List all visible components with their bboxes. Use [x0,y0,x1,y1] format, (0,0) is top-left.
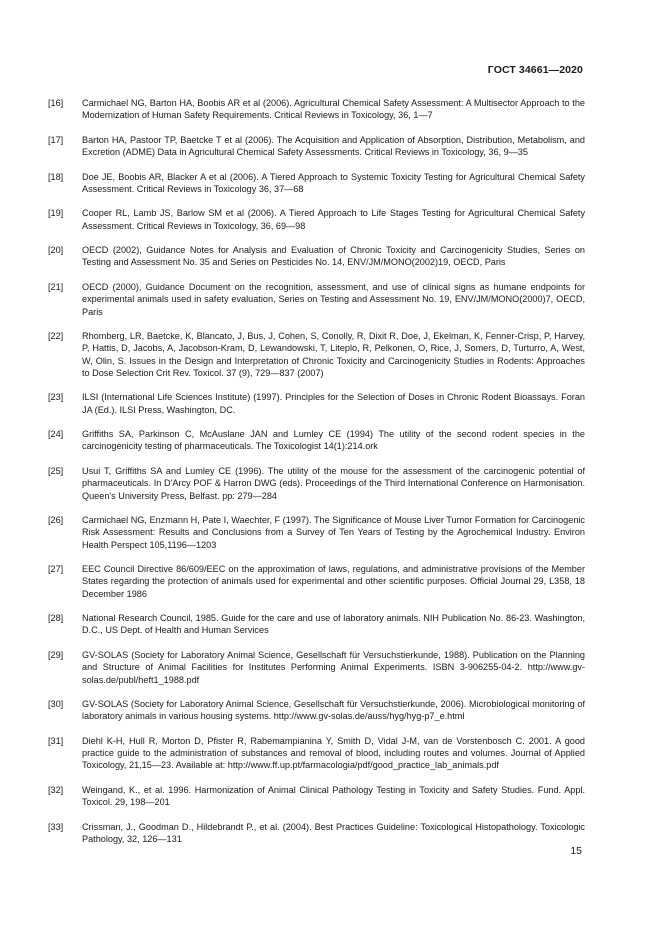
reference-text: Rhomberg, LR, Baetcke, K, Blancato, J, Bus, J, Cohen, S, Conolly, R, Dixit R, Doe, J, Ekelman, K, Fenner-Crisp, P, Harvey, P, Hattis, D, Jacobs, A, Jacobson-Kram, D, Lewandowski, T, Liteplo, R, Pelkonen, O, Rice, J, Somers, D, Turturro, A, West, W, Olin, S. Issues in the Design and Interpretation of Chronic Toxicity and Carcinogenicity Studies in Rodents: Approaches to Dose Selection Crit Rev. Toxicol. 37 (9), 729—837 (2007) [82,330,585,378]
reference-item [48,207,585,232]
reference-item [48,821,585,846]
reference-text: Griffiths SA, Parkinson C, McAuslane JAN and Lumley CE (1994) The utility of the second rodent species in the carcinogenicity testing of pharmaceuticals. The Toxicologist 14(1):214.ork [82,429,585,452]
reference-text: Cooper RL, Lamb JS, Barlow SM et al (2006). A Tiered Approach to Life Stages Testing for Agricultural Chemical Safety Assessment. Critical Reviews in Toxicology, 36, 69—98 [82,208,585,231]
reference-number: [22] [48,330,64,341]
reference-number: [30] [48,699,64,710]
reference-item [48,428,585,453]
reference-number: [17] [48,134,64,145]
reference-list [48,97,585,857]
reference-item [48,391,585,416]
reference-item [48,281,585,318]
reference-number: [20] [48,245,64,256]
reference-item [48,514,585,551]
reference-text: Carmichael NG, Enzmann H, Pate I, Waechter, F (1997). The Significance of Mouse Liver Tumor Formation for Carcinogenic Risk Assessment: Results and Conclusions from a Survey of Ten Years of Testing by the Agrochemical Industry. Environ Health Perspect 105,1196—1203 [82,515,585,550]
page-number: 15 [570,845,582,857]
reference-number: [28] [48,613,64,624]
reference-number: [29] [48,649,64,660]
reference-number: [31] [48,735,64,746]
reference-number: [32] [48,784,64,795]
reference-text: EEC Council Directive 86/609/EEC on the approximation of laws, regulations, and administrative provisions of the Member States regarding the protection of animals used for experimental and other scientific purposes. Official Journal 29, L358, 18 December 1986 [82,564,585,599]
reference-text: Usui T, Griffiths SA and Lumley CE (1996). The utility of the mouse for the assessment of the carcinogenic potential of pharmaceuticals. In D'Arcy POF & Harron DWG (eds). Proceedings of the Third International Conference on Harmonisation. Queen's University Press, Belfast. pp: 279—284 [82,465,585,501]
reference-text: National Research Council, 1985. Guide for the care and use of laboratory animals. NIH Publication No. 86-23. Washington, D.C., US Dept. of Health and Human Services [82,613,585,636]
reference-item [48,735,585,772]
reference-item [48,330,585,379]
reference-text: GV-SOLAS (Society for Laboratory Animal Science, Gesellschaft für Versuchstierkunde, 1988). Publication on the Planning and Structure of Animal Facilities for Institutes Performing Animal Experiments. ISBN 3-906255-04-2. http://www.gv-solas.de/publ/heft1_1988.pdf [82,649,585,685]
reference-text: ILSI (International Life Sciences Institute) (1997). Principles for the Selection of Doses in Chronic Rodent Bioassays. Foran JA (Ed.). ILSI Press, Washington, DC. [82,392,585,415]
reference-item [48,649,585,686]
reference-text: GV-SOLAS (Society for Laboratory Animal Science, Gesellschaft für Versuchstierkunde, 2006). Microbiological monitoring of laboratory animals in various housing systems. http://www.gv-solas.de/auss/hyg/hyg-p7_e.html [82,699,585,722]
reference-number: [18] [48,171,64,182]
reference-item [48,784,585,809]
reference-item [48,698,585,723]
reference-item [48,244,585,269]
reference-text: Doe JE, Boobis AR, Blacker A et al (2006). A Tiered Approach to Systemic Toxicity Testing for Agricultural Chemical Safety Assessment. Critical Reviews in Toxicology 36, 37—68 [82,171,585,194]
reference-number: [16] [48,98,64,108]
reference-text: Crissman, J., Goodman D., Hildebrandt P., et al. (2004). Best Practices Guideline: Toxicological Histopathology. Toxicologic Pathology, 32, 126—131 [82,821,585,844]
reference-item [48,612,585,637]
reference-item [48,465,585,502]
reference-text: OECD (2002), Guidance Notes for Analysis and Evaluation of Chronic Toxicity and Carcinogenicity Studies, Series on Testing and Assessment No. 35 and Series on Pesticides No. 14, ENV/JM/MONO(2002)19, OECD, Paris [82,245,585,268]
reference-text: Weingand, K., et al. 1996. Harmonization of Animal Clinical Pathology Testing in Toxicity and Safety Studies. Fund. Appl. Toxicol. 29, 198—201 [82,784,585,808]
reference-text: OECD (2000), Guidance Document on the recognition, assessment, and use of clinical signs as humane endpoints for experimental animals used in safety evaluation, Series on Testing and Assessment No. 19, ENV/JM/MONO(2000)7, OECD, Paris [82,281,585,317]
reference-number: [24] [48,429,64,440]
reference-text: Barton HA, Pastoor TP, Baetcke T et al (2006). The Acquisition and Application of Absorption, Distribution, Metabolism, and Excretion (ADME) Data in Agricultural Chemical Safety Assessments. Critical Reviews in Toxicology, 36, 9—35 [82,134,585,158]
reference-number: [33] [48,821,64,832]
reference-item [48,97,585,122]
reference-number: [26] [48,515,64,525]
reference-number: [21] [48,281,64,292]
standard-header: ГОСТ 34661—2020 [487,64,583,76]
reference-text: Diehl K-H, Hull R, Morton D, Pfister R, Rabemampianina Y, Smith D, Vidal J-M, van de Vorstenbosch C. 2001. A good practice guide to the administration of substances and removal of blood, including routes and volumes. Journal of Applied Toxicology, 21,15—23. Available at: http://www.ff.up.pt/farmacologia/pdf/good_practice_lab_animals.pdf [82,735,585,771]
reference-item [48,134,585,159]
reference-item [48,563,585,600]
reference-text: Carmichael NG, Barton HA, Boobis AR et al (2006). Agricultural Chemical Safety Assessment: A Multisector Approach to the Modernization of Human Safety Requirements. Critical Reviews in Toxicology, 36, 1—7 [82,98,585,121]
reference-number: [25] [48,465,64,476]
reference-item [48,171,585,196]
reference-number: [19] [48,208,64,219]
reference-number: [27] [48,564,64,575]
reference-number: [23] [48,392,64,403]
